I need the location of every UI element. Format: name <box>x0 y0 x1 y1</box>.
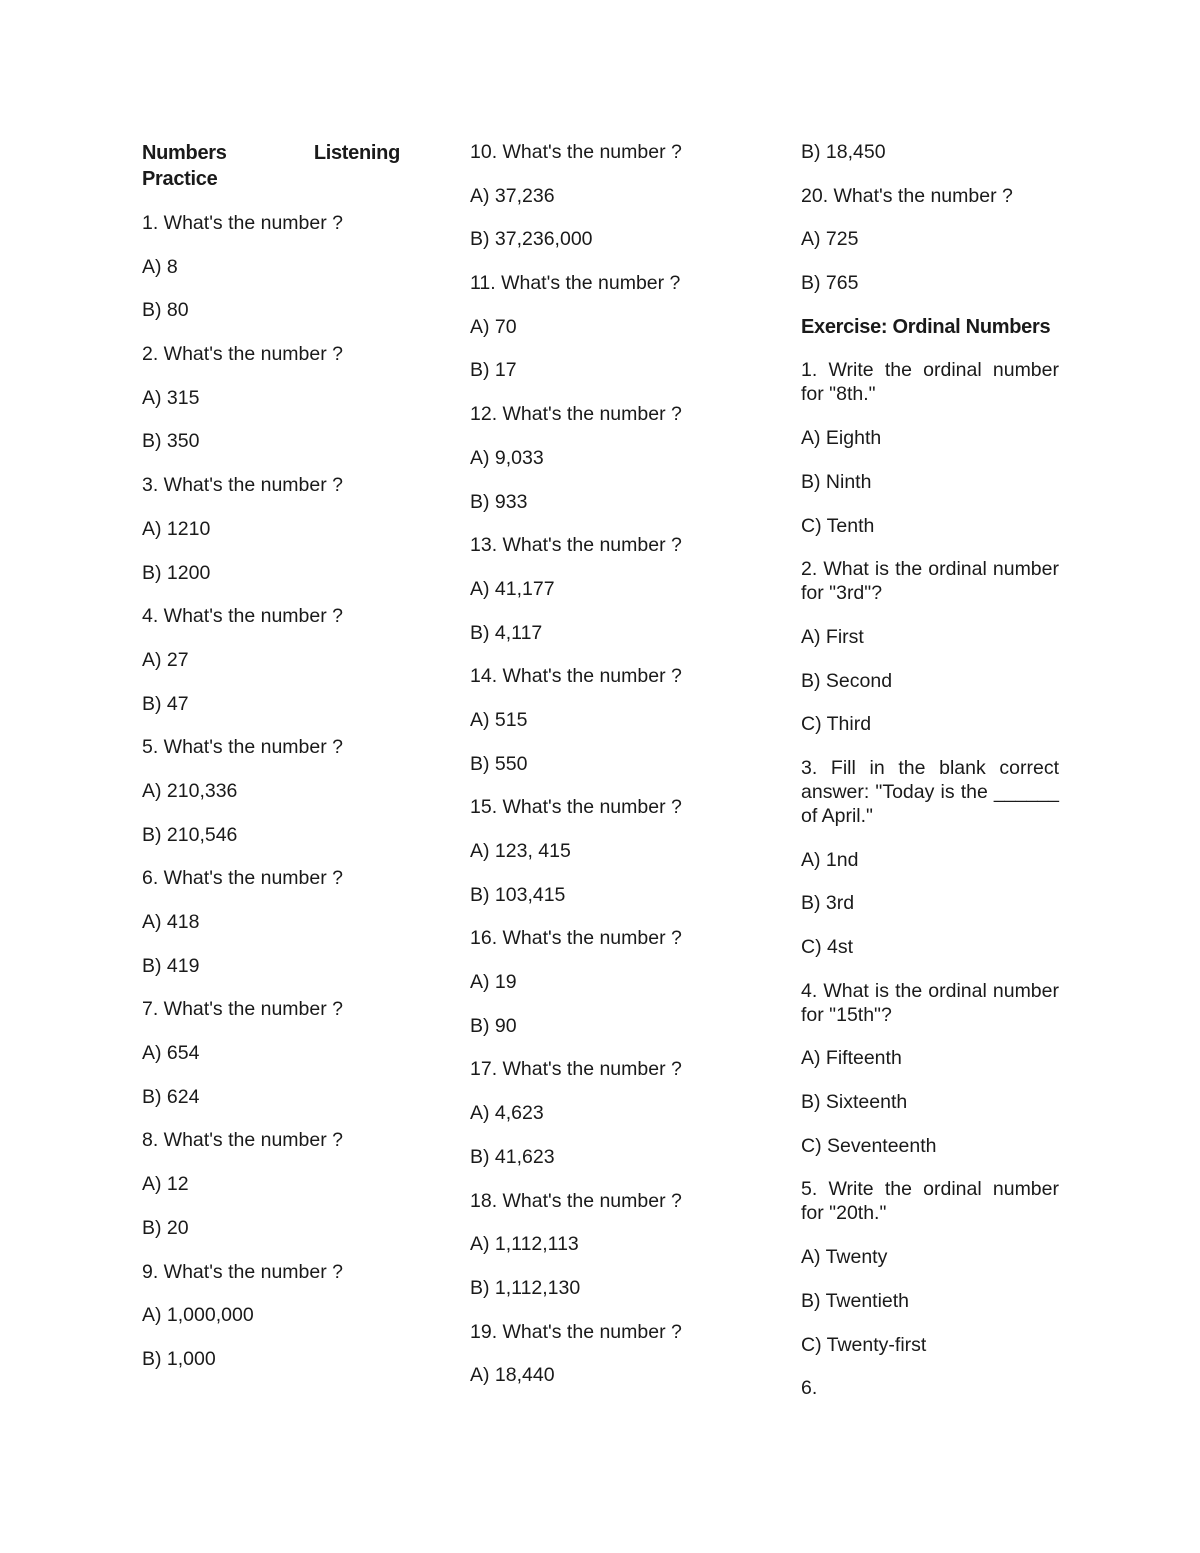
title-word-numbers: Numbers <box>142 142 227 164</box>
answer-option: A) 37,236 <box>470 184 555 207</box>
answer-option: A) Twenty <box>801 1246 888 1269</box>
answer-option: B) 350 <box>142 430 200 453</box>
answer-option: A) 418 <box>142 911 200 933</box>
answer-option: B) 1200 <box>142 561 211 584</box>
question-line: 6. What's the number ? <box>142 867 343 890</box>
question-line: 12. What's the number ? <box>470 403 682 426</box>
column-listening-1 <box>142 140 400 1391</box>
question-line: 14. What's the number ? <box>470 665 682 688</box>
answer-option: B) 550 <box>470 752 528 775</box>
question-line: 18. What's the number ? <box>470 1189 682 1212</box>
question-line: 5. What's the number ? <box>142 736 343 759</box>
answer-option: B) 80 <box>142 299 189 322</box>
answer-option: B) 37,236,000 <box>470 228 593 251</box>
answer-option: C) Seventeenth <box>801 1134 937 1157</box>
answer-option: B) 210,546 <box>142 823 238 846</box>
answer-option: B) Sixteenth <box>801 1091 908 1114</box>
question-line: 19. What's the number ? <box>470 1320 682 1343</box>
question-line: 10. What's the number ? <box>470 141 682 163</box>
answer-option: A) Fifteenth <box>801 1047 902 1070</box>
question-line: 6. <box>801 1377 818 1400</box>
answer-option: B) 933 <box>470 490 528 513</box>
question-line: 3. Fill in the blank correct answer: "Today is the ______ of April." <box>801 756 1059 827</box>
answer-option: A) 12 <box>142 1173 189 1196</box>
answer-option: A) 1,000,000 <box>142 1304 254 1327</box>
question-line: 2. What is the ordinal number for "3rd"? <box>801 558 1059 605</box>
question-line: 17. What's the number ? <box>470 1058 682 1081</box>
column-listening-2 <box>470 140 685 1407</box>
answer-option: C) Third <box>801 713 872 736</box>
question-line: 5. Write the ordinal number for "20th." <box>801 1178 1059 1225</box>
answer-option: B) 47 <box>142 692 189 715</box>
answer-option: A) 1nd <box>801 848 859 871</box>
question-line: 16. What's the number ? <box>470 927 682 950</box>
answer-option: B) 20 <box>142 1216 189 1239</box>
answer-option: A) 1210 <box>142 517 211 540</box>
question-line: 4. What's the number ? <box>142 605 343 628</box>
answer-option: A) 725 <box>801 228 859 251</box>
column-ordinal-exercise <box>801 140 1059 1420</box>
answer-option: C) 4st <box>801 936 854 958</box>
question-line: 4. What is the ordinal number for "15th"? <box>801 979 1059 1026</box>
answer-option: A) 41,177 <box>470 577 555 600</box>
answer-option: B) Twentieth <box>801 1289 910 1312</box>
question-line: 9. What's the number ? <box>142 1260 343 1283</box>
answer-option: B) 3rd <box>801 892 855 915</box>
answer-option: B) 624 <box>142 1085 200 1108</box>
question-line: 20. What's the number ? <box>801 184 1013 207</box>
answer-option: A) 70 <box>470 315 517 338</box>
answer-option: B) 18,450 <box>801 141 886 163</box>
answer-option: A) 8 <box>142 255 178 278</box>
answer-option: C) Twenty-first <box>801 1333 927 1356</box>
answer-option: A) 1,112,113 <box>470 1233 579 1256</box>
answer-option: B) Second <box>801 669 893 692</box>
answer-option: A) Eighth <box>801 427 882 450</box>
answer-option: B) 41,623 <box>470 1145 555 1168</box>
question-line: 3. What's the number ? <box>142 474 343 497</box>
question-line: 1. What's the number ? <box>142 212 343 234</box>
answer-option: A) 515 <box>470 708 528 731</box>
question-line: 1. Write the ordinal number for "8th." <box>801 359 1059 406</box>
answer-option: A) 18,440 <box>470 1364 555 1387</box>
title-word-practice: Practice <box>142 168 218 190</box>
answer-option: B) 1,112,130 <box>470 1276 581 1299</box>
question-line: 2. What's the number ? <box>142 343 343 366</box>
answer-option: B) 17 <box>470 359 517 382</box>
question-line: 15. What's the number ? <box>470 796 682 819</box>
worksheet-title <box>142 140 400 192</box>
question-line: 7. What's the number ? <box>142 998 343 1021</box>
answer-option: A) First <box>801 625 864 648</box>
answer-option: B) 765 <box>801 272 859 295</box>
answer-option: A) 9,033 <box>470 446 544 469</box>
title-word-listening: Listening <box>313 142 400 164</box>
answer-option: B) Ninth <box>801 470 872 493</box>
answer-option: A) 210,336 <box>142 779 238 802</box>
answer-option: B) 4,117 <box>470 621 543 644</box>
question-line: 8. What's the number ? <box>142 1129 343 1152</box>
answer-option: A) 4,623 <box>470 1102 544 1125</box>
answer-option: C) Tenth <box>801 514 875 537</box>
question-line: 11. What's the number ? <box>470 272 681 295</box>
answer-option: B) 1,000 <box>142 1347 216 1370</box>
answer-option: A) 654 <box>142 1042 200 1065</box>
answer-option: A) 315 <box>142 386 200 409</box>
answer-option: A) 27 <box>142 648 189 671</box>
answer-option: B) 419 <box>142 954 200 977</box>
answer-option: B) 90 <box>470 1014 517 1037</box>
answer-option: A) 19 <box>470 971 517 994</box>
question-line: 13. What's the number ? <box>470 534 682 557</box>
exercise-heading: Exercise: Ordinal Numbers <box>801 315 1051 338</box>
answer-option: A) 123, 415 <box>470 840 571 862</box>
answer-option: B) 103,415 <box>470 883 566 906</box>
